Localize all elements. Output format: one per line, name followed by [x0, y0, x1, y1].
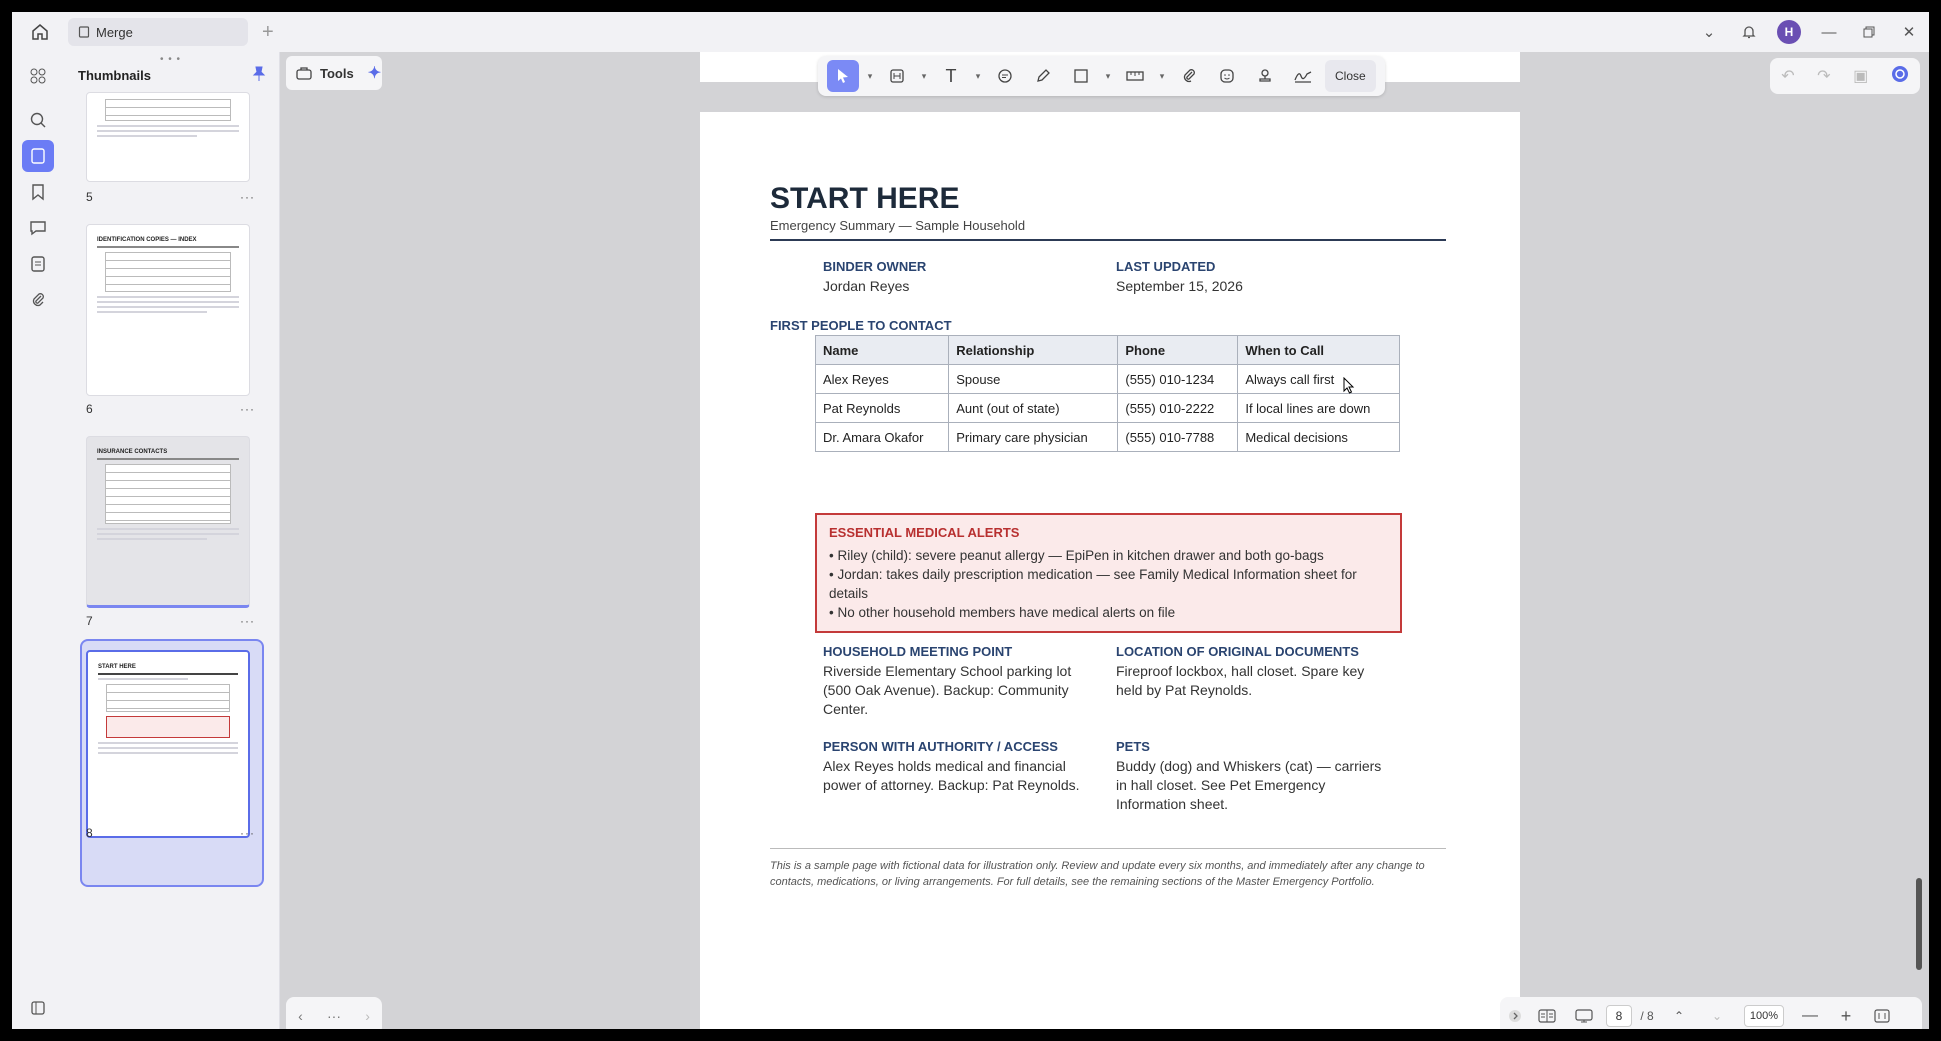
- thumbnail-content: [97, 296, 239, 298]
- tools-label: Tools: [320, 65, 354, 81]
- text-tool-icon[interactable]: T: [945, 65, 957, 86]
- minimize-icon[interactable]: —: [1821, 23, 1837, 41]
- table-cell: Pat Reynolds: [816, 394, 949, 423]
- table-cell: If local lines are down: [1238, 394, 1400, 423]
- title-divider: [770, 239, 1446, 241]
- zoom-out-icon[interactable]: —: [1802, 1007, 1818, 1024]
- alert-item: • No other household members have medical alerts on file: [829, 605, 1176, 620]
- last-updated-value: September 15, 2026: [1116, 278, 1243, 294]
- attachment-icon[interactable]: [22, 284, 54, 316]
- page-title: START HERE: [770, 182, 960, 215]
- presentation-icon[interactable]: [1564, 997, 1604, 1029]
- thumbnail-content: [97, 130, 239, 132]
- table-cell: Alex Reyes: [816, 365, 949, 394]
- last-updated-label: LAST UPDATED: [1116, 259, 1216, 274]
- page-thumbnail-8[interactable]: [86, 650, 250, 838]
- restore-icon[interactable]: [1849, 12, 1889, 52]
- page-thumbnail-7[interactable]: [86, 436, 250, 608]
- page-number-label: 8: [86, 826, 93, 840]
- page-thumbnail-6[interactable]: [86, 224, 250, 396]
- dropdown-caret-icon[interactable]: ▾: [1105, 70, 1111, 81]
- new-tab-icon[interactable]: +: [262, 21, 274, 43]
- column-header: When to Call: [1238, 336, 1400, 365]
- text-box-tool-icon[interactable]: [881, 60, 913, 92]
- table-cell: Aunt (out of state): [949, 394, 1118, 423]
- documents-location-value: Fireproof lockbox, hall closet. Spare key held by Pat Reynolds.: [1116, 663, 1365, 698]
- page-down-icon[interactable]: ⌄: [1711, 1009, 1723, 1023]
- pen-tool-icon[interactable]: [1027, 60, 1059, 92]
- page-options-icon[interactable]: ···: [240, 826, 255, 840]
- thumbnail-content: [98, 742, 238, 744]
- pin-icon[interactable]: [252, 66, 266, 87]
- comments-icon[interactable]: [22, 212, 54, 244]
- thumbnail-content: [106, 716, 230, 738]
- apps-grid-icon[interactable]: [22, 60, 54, 92]
- toolbox-icon: [296, 66, 312, 80]
- page-options-icon[interactable]: ···: [240, 402, 255, 416]
- page-options-icon[interactable]: ···: [240, 614, 255, 628]
- annotation-toolbar: [818, 56, 1385, 96]
- thumbnail-content: [97, 301, 239, 303]
- measure-tool-icon[interactable]: [1119, 60, 1151, 92]
- more-options-icon[interactable]: ···: [327, 1008, 341, 1024]
- column-header: Relationship: [949, 336, 1118, 365]
- sidebar-toggle-icon[interactable]: [22, 992, 54, 1024]
- authority-value: Alex Reyes holds medical and financial power of attorney. Backup: Pat Reynolds.: [823, 758, 1080, 793]
- authority-label: PERSON WITH AUTHORITY / ACCESS: [823, 739, 1058, 754]
- actual-size-icon[interactable]: [1864, 997, 1900, 1029]
- alert-item: • Jordan: takes daily prescription medication — see Family Medical Information sheet for details: [829, 567, 1357, 601]
- reading-mode-icon[interactable]: [1530, 997, 1564, 1029]
- thumbnail-content: [98, 673, 238, 675]
- thumbnail-content: [98, 678, 188, 680]
- alert-item: • Riley (child): severe peanut allergy — EpiPen in kitchen drawer and both go-bags: [829, 548, 1324, 563]
- home-icon[interactable]: [28, 20, 52, 44]
- close-toolbar-button[interactable]: Close: [1325, 60, 1376, 92]
- column-header: Name: [816, 336, 949, 365]
- ai-sparkle-icon[interactable]: ✦: [367, 65, 382, 82]
- thumbnail-content: [97, 135, 197, 137]
- page-number-label: 5: [86, 190, 93, 204]
- vertical-scrollbar[interactable]: [1916, 878, 1922, 970]
- search-icon[interactable]: [22, 104, 54, 136]
- comment-tool-icon[interactable]: [989, 60, 1021, 92]
- contacts-heading: FIRST PEOPLE TO CONTACT: [770, 318, 952, 333]
- table-cell: Always call first: [1238, 365, 1400, 394]
- thumbnail-content: [97, 528, 239, 530]
- pets-label: PETS: [1116, 739, 1150, 754]
- page-up-icon[interactable]: ⌃: [1673, 1009, 1685, 1023]
- thumbnail-content: [97, 306, 239, 308]
- table-cell: Primary care physician: [949, 423, 1118, 452]
- thumbnail-content: [97, 538, 207, 540]
- mouse-cursor-icon: [1343, 377, 1355, 400]
- document-tab-title: Merge: [96, 24, 133, 40]
- redo-icon[interactable]: ↷: [1817, 68, 1831, 85]
- tools-button[interactable]: [286, 56, 382, 90]
- thumbnail-title: IDENTIFICATION COPIES — INDEX: [97, 237, 197, 243]
- thumbnail-content: [97, 125, 239, 127]
- thumbnail-content: [97, 458, 239, 460]
- thumbnail-content: [98, 752, 238, 754]
- table-cell: Medical decisions: [1238, 423, 1400, 452]
- save-icon[interactable]: ▣: [1853, 68, 1869, 85]
- bell-icon[interactable]: [1729, 12, 1769, 52]
- zoom-in-icon[interactable]: +: [1840, 1005, 1852, 1026]
- title-bar: [12, 12, 1929, 52]
- thumbnail-content: [105, 99, 231, 121]
- table-cell: (555) 010-7788: [1118, 423, 1238, 452]
- previous-icon[interactable]: ‹: [298, 1008, 303, 1024]
- document-page: [700, 112, 1520, 1029]
- dropdown-caret-icon[interactable]: ▾: [867, 70, 873, 81]
- document-canvas[interactable]: [280, 52, 1929, 1029]
- total-pages-label: / 8: [1640, 1009, 1654, 1023]
- documents-location-label: LOCATION OF ORIGINAL DOCUMENTS: [1116, 644, 1359, 659]
- footer-divider: [770, 848, 1446, 849]
- column-header: Phone: [1118, 336, 1238, 365]
- table-cell: Dr. Amara Okafor: [816, 423, 949, 452]
- thumbnail-content: [97, 311, 207, 313]
- attachment-tool-icon[interactable]: [1173, 60, 1205, 92]
- signature-tool-icon[interactable]: [1287, 60, 1319, 92]
- avatar[interactable]: H: [1777, 20, 1801, 44]
- chevron-down-icon[interactable]: ⌄: [1702, 24, 1716, 41]
- document-tab-icon: [78, 26, 90, 38]
- table-cell: (555) 010-2222: [1118, 394, 1238, 423]
- avatar-wrap: [1769, 12, 1809, 52]
- dropdown-caret-icon[interactable]: ▾: [975, 70, 981, 81]
- thumbnails-title: Thumbnails: [78, 68, 151, 83]
- table-row: [816, 365, 1400, 394]
- dropdown-caret-icon[interactable]: ▾: [921, 70, 927, 81]
- alerts-heading: ESSENTIAL MEDICAL ALERTS: [829, 525, 1020, 540]
- next-icon[interactable]: ›: [365, 1008, 370, 1024]
- collapse-icon[interactable]: [1500, 997, 1530, 1029]
- table-row: [816, 394, 1400, 423]
- thumbnails-panel: [64, 52, 280, 1029]
- table-header-row: [816, 336, 1400, 365]
- table-row: [816, 423, 1400, 452]
- page-thumbnail-5[interactable]: [86, 92, 250, 182]
- thumbnail-content: [105, 252, 231, 292]
- stamp-tool-icon[interactable]: [1249, 60, 1281, 92]
- close-window-icon[interactable]: ✕: [1902, 24, 1916, 41]
- current-page-input[interactable]: 8: [1606, 1005, 1632, 1027]
- panel-resize-grip[interactable]: • • •: [160, 54, 182, 65]
- meeting-point-value: Riverside Elementary School parking lot (500 Oak Avenue). Backup: Community Center.: [823, 663, 1072, 717]
- sticker-tool-icon[interactable]: [1211, 60, 1243, 92]
- medical-alerts-box: [815, 513, 1402, 633]
- footer-note: This is a sample page with fictional data for illustration only. Review and update every six months, and immediately after any change to contacts, medications, or living arrangements. For full details, see the remaining sections of the Master Emergency Portfolio.: [770, 860, 1425, 888]
- thumbnail-title: START HERE: [98, 664, 136, 670]
- page-nav-controls: [286, 997, 382, 1029]
- table-cell: (555) 010-1234: [1118, 365, 1238, 394]
- page-number-label: 6: [86, 402, 93, 416]
- thumbnail-content: [97, 533, 239, 535]
- status-bar: [1500, 997, 1922, 1029]
- table-cell: Spouse: [949, 365, 1118, 394]
- bookmark-icon[interactable]: [22, 176, 54, 208]
- thumbnail-content: [106, 684, 230, 712]
- thumbnail-content: [97, 246, 239, 248]
- thumbnails-panel-icon[interactable]: [22, 140, 54, 172]
- page-options-icon[interactable]: ···: [240, 190, 255, 204]
- page-subtitle: Emergency Summary — Sample Household: [770, 218, 1026, 233]
- undo-icon[interactable]: ↶: [1781, 68, 1795, 85]
- document-tab[interactable]: [68, 18, 248, 46]
- binder-owner-label: BINDER OWNER: [823, 259, 927, 274]
- binder-owner-value: Jordan Reyes: [823, 278, 910, 294]
- pets-value: Buddy (dog) and Whiskers (cat) — carriers in hall closet. See Pet Emergency Information sheet.: [1116, 758, 1382, 812]
- shape-tool-icon[interactable]: [1065, 60, 1097, 92]
- assistant-icon[interactable]: [1891, 65, 1909, 88]
- select-tool-icon[interactable]: [827, 60, 859, 92]
- zoom-level[interactable]: 100%: [1744, 1005, 1784, 1027]
- contacts-table: [815, 335, 1400, 452]
- thumbnail-title: INSURANCE CONTACTS: [97, 449, 168, 455]
- document-list-icon[interactable]: [22, 248, 54, 280]
- history-toolbar: [1770, 58, 1920, 94]
- dropdown-caret-icon[interactable]: ▾: [1159, 70, 1165, 81]
- thumbnail-content: [105, 464, 231, 524]
- thumbnail-content: [98, 747, 238, 749]
- page-number-label: 7: [86, 614, 93, 628]
- meeting-point-label: HOUSEHOLD MEETING POINT: [823, 644, 1013, 659]
- left-rail: [12, 52, 64, 1029]
- app-window: [12, 12, 1929, 1029]
